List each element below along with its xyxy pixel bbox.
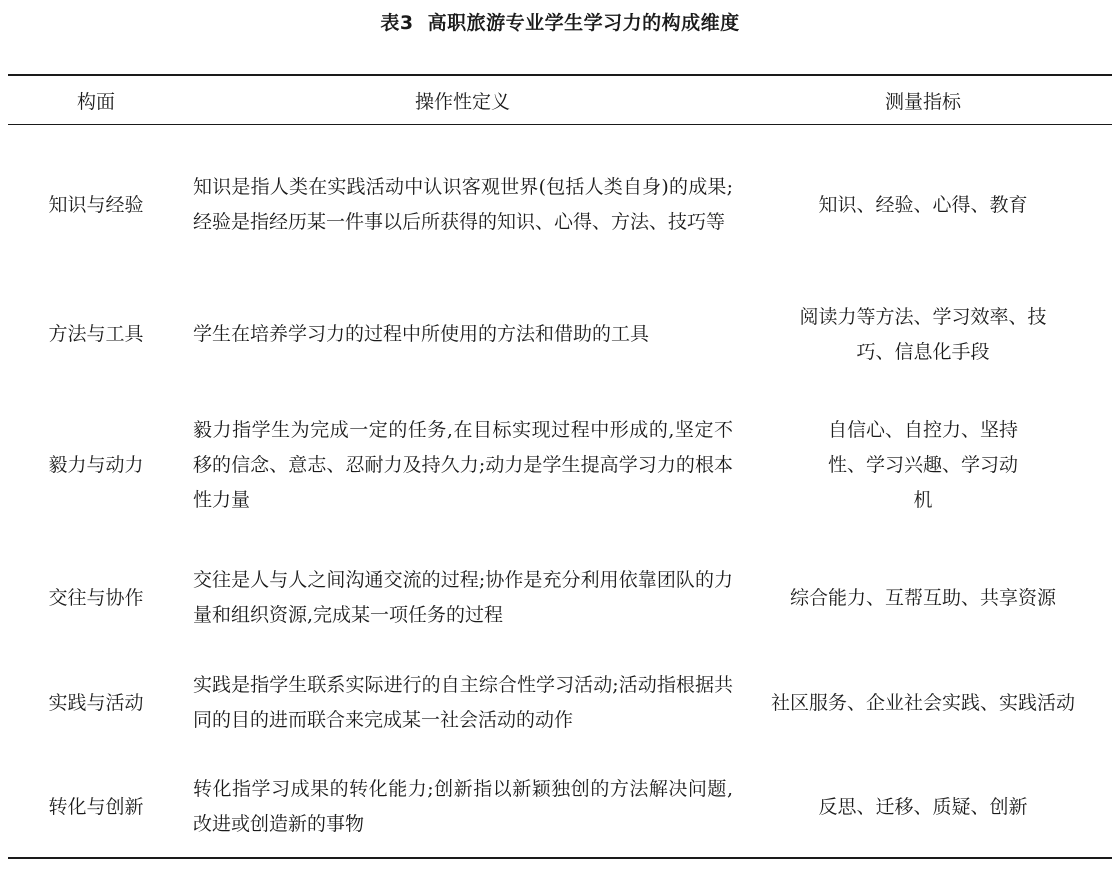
table-row	[8, 767, 1112, 847]
table-caption	[0, 8, 1120, 38]
indicators-text: 反思、迁移、质疑、创新	[818, 795, 1028, 818]
indicators-text: 自信心、自控力、坚持性、学习兴趣、学习动机	[827, 418, 1018, 511]
dimension-cell	[10, 663, 182, 743]
indicators-text: 阅读力等方法、学习效率、技巧、信息化手段	[799, 305, 1047, 363]
definition-cell	[193, 395, 733, 535]
definition-cell	[193, 558, 733, 638]
table-number: 表3	[380, 12, 414, 34]
header-indicators: 测量指标	[884, 90, 961, 113]
definition-text: 转化指学习成果的转化能力;创新指以新颖独创的方法解决问题,改进或创造新的事物	[193, 778, 733, 835]
dimension-text: 交往与协作	[48, 586, 144, 609]
indicators-cell	[740, 395, 1106, 535]
table-header-rule	[8, 124, 1112, 125]
dimension-cell	[10, 395, 182, 535]
definition-cell	[193, 135, 733, 275]
indicators-text: 知识、经验、心得、教育	[818, 193, 1028, 216]
table-row	[8, 135, 1112, 275]
dimension-cell	[10, 558, 182, 638]
definition-cell	[193, 292, 733, 377]
definition-text: 交往是人与人之间沟通交流的过程;协作是充分利用依靠团队的力量和组织资源,完成某一项任务的过程	[193, 569, 733, 626]
table-title: 高职旅游专业学生学习力的构成维度	[427, 12, 740, 34]
table-bottom-rule	[8, 857, 1112, 859]
definition-text: 毅力指学生为完成一定的任务,在目标实现过程中形成的,坚定不移的信念、意志、忍耐力及持久力;动力是学生提高学习力的根本性力量	[193, 418, 733, 511]
definition-cell	[193, 663, 733, 743]
dimension-text: 实践与活动	[48, 691, 144, 714]
table-row	[8, 395, 1112, 535]
dimension-text: 方法与工具	[48, 323, 144, 345]
indicators-cell	[740, 767, 1106, 847]
dimension-cell	[10, 135, 182, 275]
definition-text: 知识是指人类在实践活动中认识客观世界(包括人类自身)的成果;经验是指经历某一件事以后所获得的知识、心得、方法、技巧等	[193, 176, 733, 233]
definition-cell	[193, 767, 733, 847]
definition-text: 学生在培养学习力的过程中所使用的方法和借助的工具	[193, 323, 650, 345]
header-dimension: 构面	[76, 90, 115, 113]
indicators-cell	[740, 558, 1106, 638]
indicators-text: 社区服务、企业社会实践、实践活动	[770, 691, 1075, 714]
dimension-text: 转化与创新	[48, 795, 144, 818]
table-row	[8, 663, 1112, 743]
header-definition: 操作性定义	[414, 90, 510, 113]
indicators-text: 综合能力、互帮互助、共享资源	[789, 586, 1056, 609]
dimension-cell	[10, 767, 182, 847]
indicators-cell	[740, 663, 1106, 743]
indicators-cell	[740, 135, 1106, 275]
definition-text: 实践是指学生联系实际进行的自主综合性学习活动;活动指根据共同的目的进而联合来完成某一社会活动的动作	[193, 674, 733, 731]
dimension-cell	[10, 292, 182, 377]
dimension-text: 毅力与动力	[48, 453, 144, 476]
table-row	[8, 558, 1112, 638]
table-row	[8, 292, 1112, 377]
indicators-cell	[740, 292, 1106, 377]
dimension-text: 知识与经验	[48, 193, 144, 216]
